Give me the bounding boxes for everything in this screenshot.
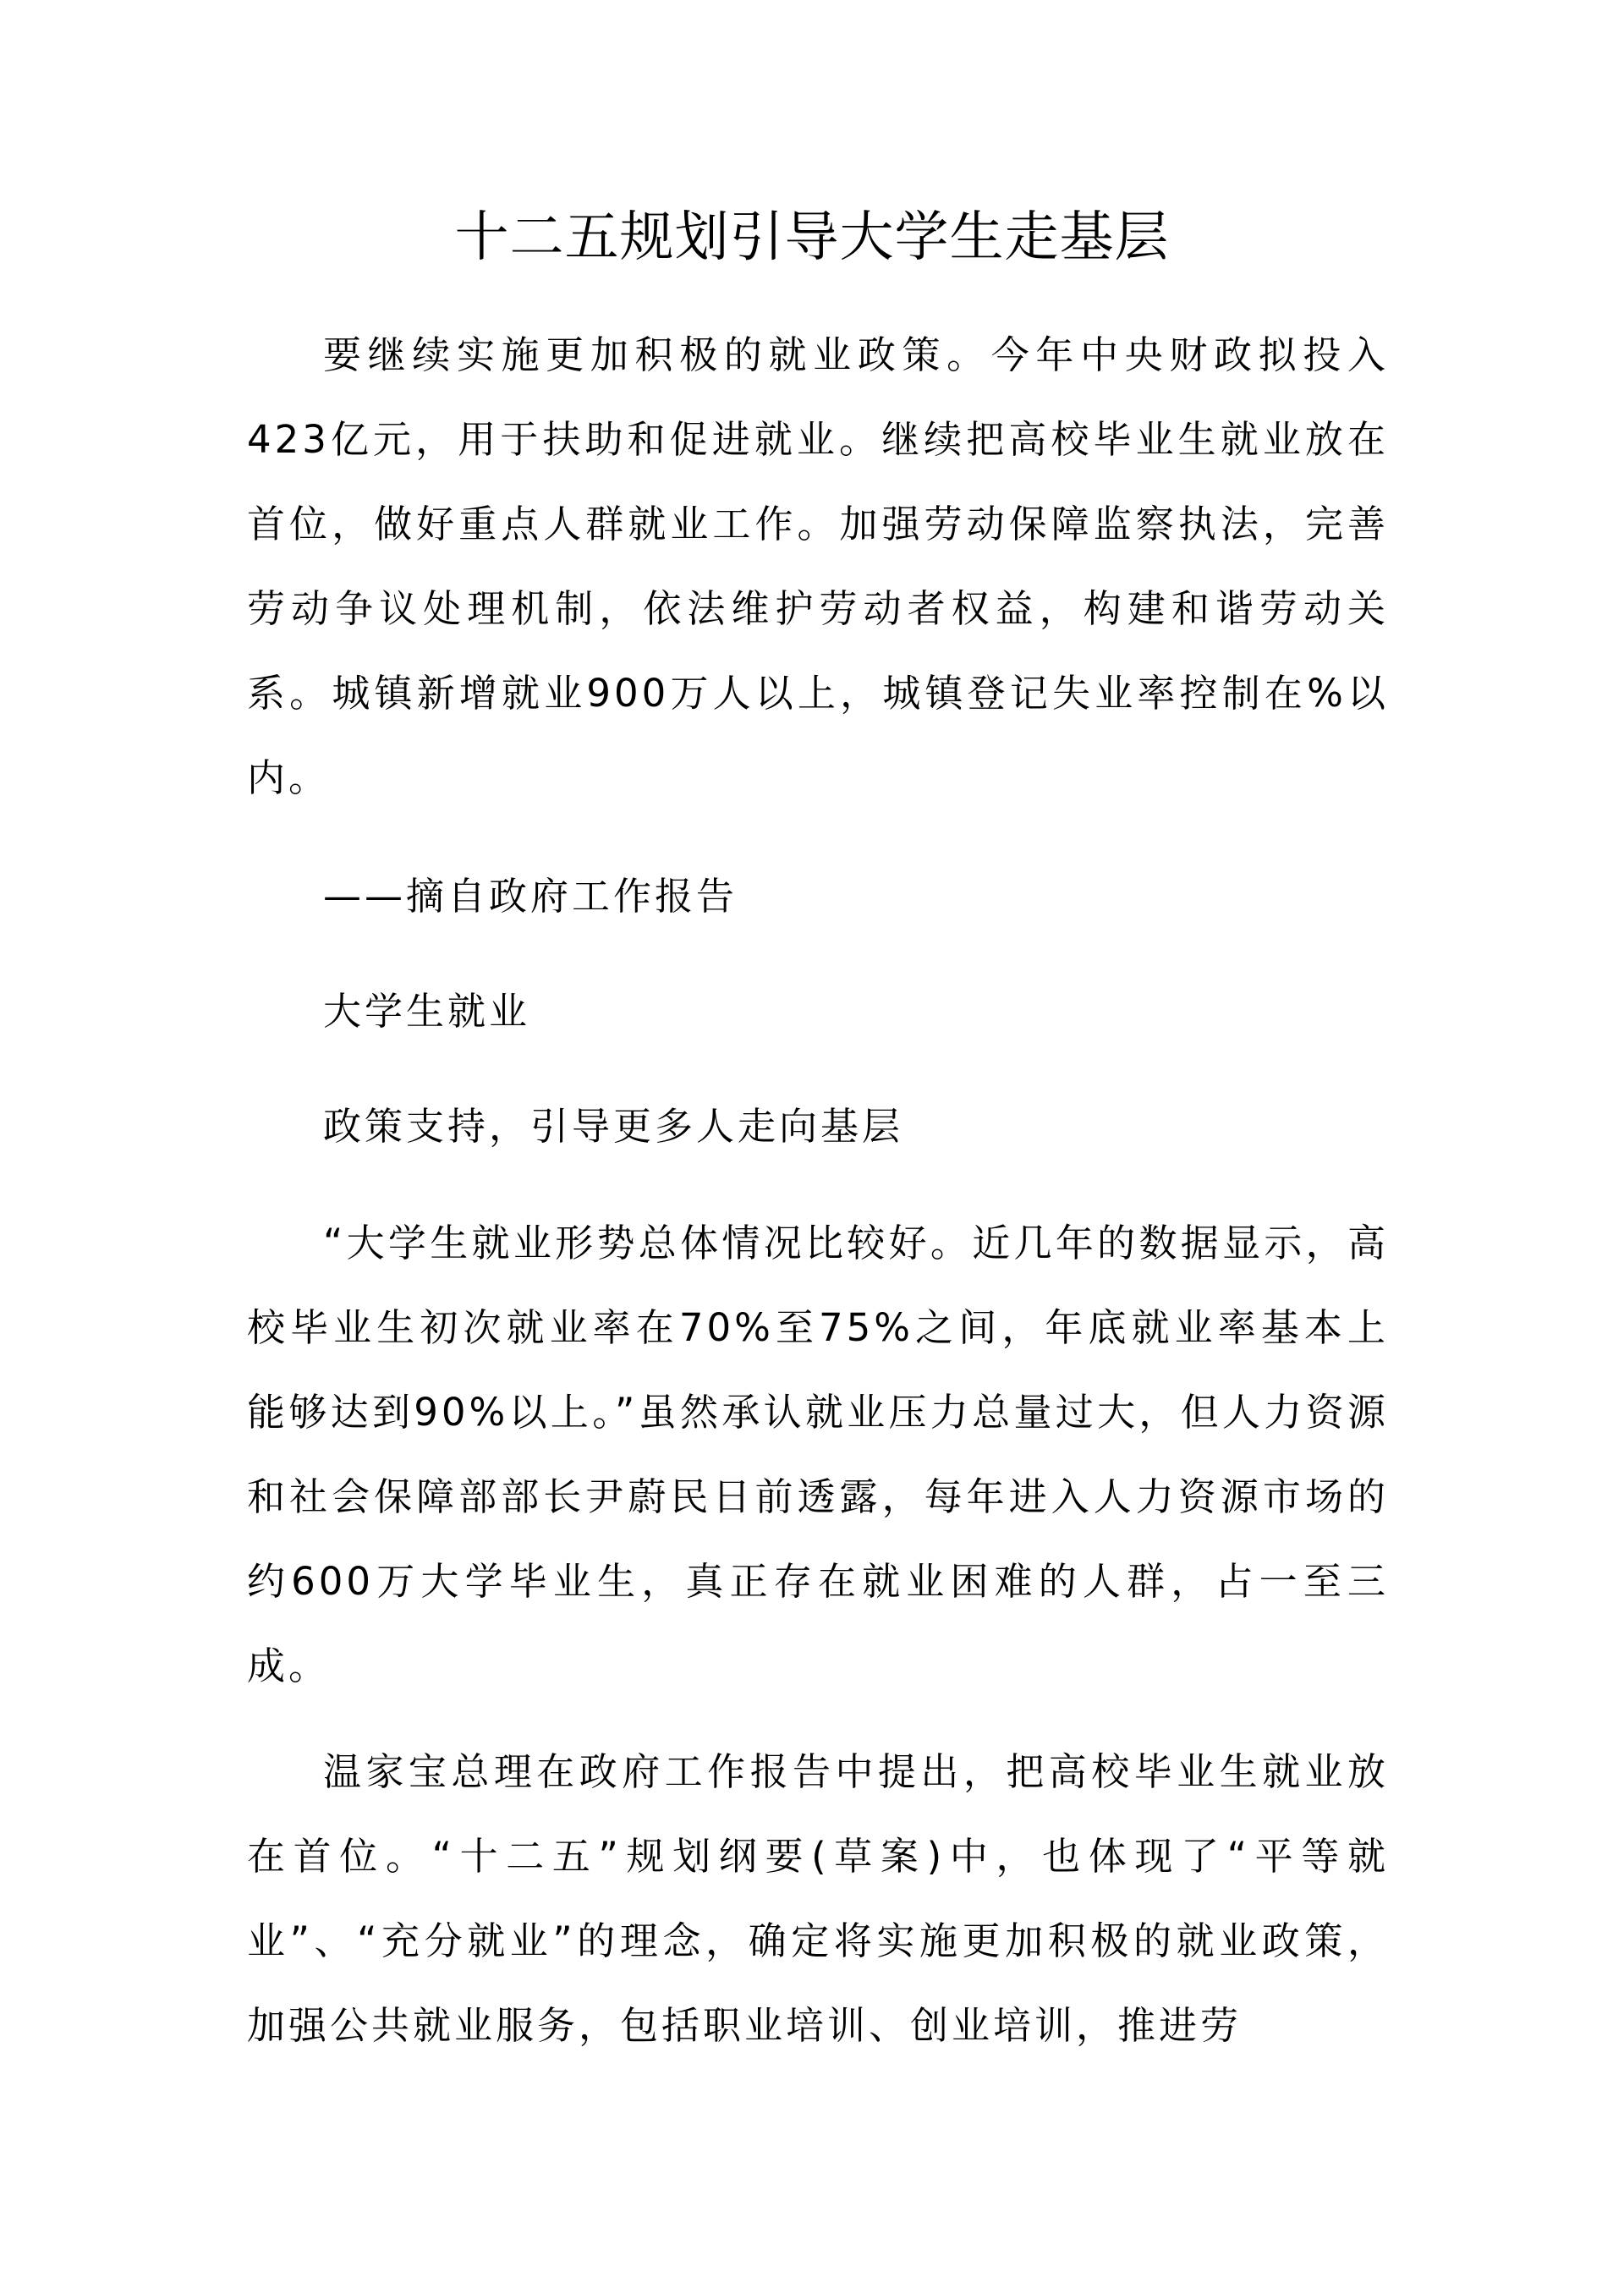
paragraph-employment-statistics: “大学生就业形势总体情况比较好。近几年的数据显示，高校毕业生初次就业率在70%至75%之间，年底就业率基本上能够达到90%以上。”虽然承认就业压力总量过大，但人力资源和社会保障部部长尹蔚民日前透露，每年进入人力资源市场的约600万大学毕业生，真正存在就业困难的人群，占一至三成。 [247, 1221, 1389, 1688]
paragraph-subheading: 政策支持，引导更多人走向基层 [323, 1104, 904, 1149]
paragraph-source-note: ——摘自政府工作报告 [323, 874, 738, 919]
paragraph-employment-policy: 要继续实施更加积极的就业政策。今年中央财政拟投入423亿元，用于扶助和促进就业。继续把高校毕业生就业放在首位，做好重点人群就业工作。加强劳动保障监察执法，完善劳动争议处理机制，依法维护劳动者权益，构建和谐劳动关系。城镇新增就业900万人以上，城镇登记失业率控制在%以内。 [247, 332, 1389, 800]
paragraph-section-heading: 大学生就业 [323, 989, 531, 1034]
document-title: 十二五规划引导大学生走基层 [454, 206, 1170, 269]
paragraph-premier-report: 温家宝总理在政府工作报告中提出，把高校毕业生就业放在首位。“十二五”规划纲要(草案)中，也体现了“平等就业”、“充分就业”的理念，确定将实施更加积极的就业政策，加强公共就业服务，包括职业培训、创业培训，推进劳 [247, 1749, 1389, 2048]
